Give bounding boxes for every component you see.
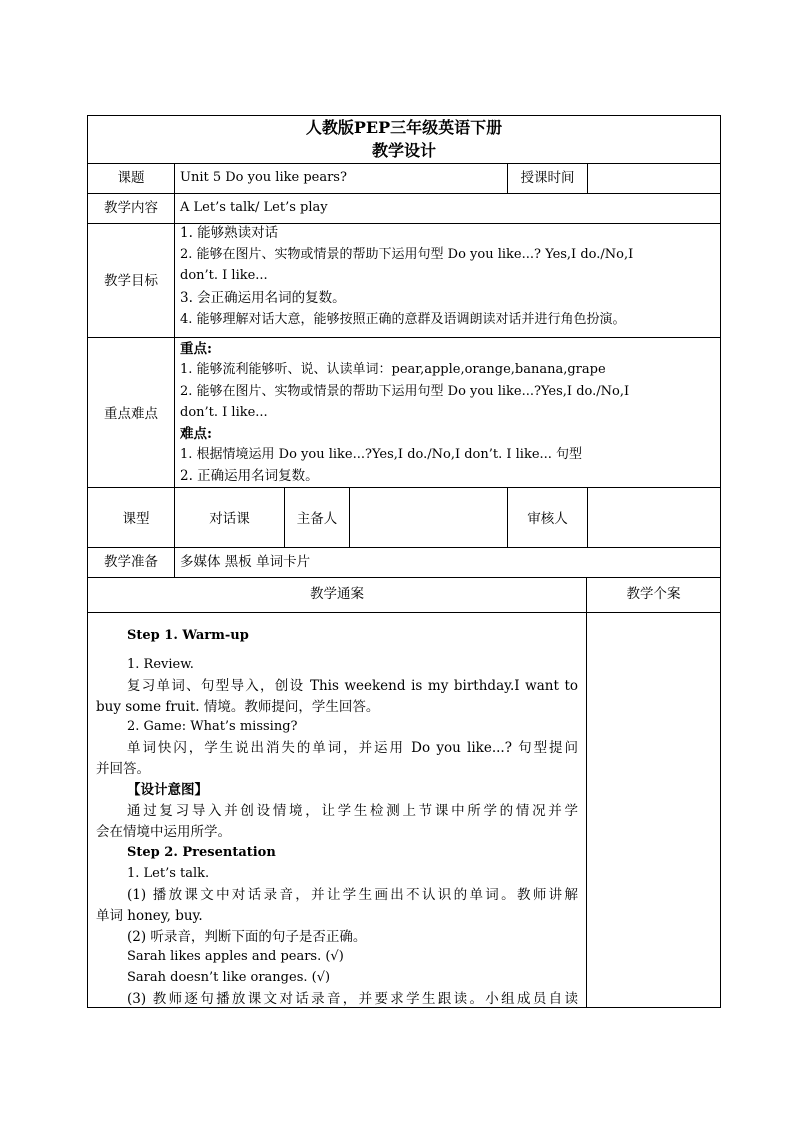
plan-line: 2. Game: What’s missing? — [127, 719, 298, 734]
row-divider — [87, 337, 721, 338]
individual-plan-header: 教学个案 — [626, 586, 681, 602]
plan-line: (1) 播放课文中对话录音，并让学生画出不认识的单词。教师讲解 — [127, 887, 578, 903]
lesson-type-label: 课型 — [122, 511, 150, 527]
focus-line: 2. 能够在图片、实物或情景的帮助下运用句型 Do you like...?Yes,I do./No,I — [180, 384, 630, 399]
topic-value: Unit 5 Do you like pears? — [180, 170, 347, 185]
content-value: A Let’s talk/ Let’s play — [180, 200, 328, 215]
plan-line: 单词 honey, buy. — [96, 908, 203, 924]
common-plan-header: 教学通案 — [310, 586, 364, 602]
plan-line: Step 1. Warm-up — [127, 628, 249, 643]
row-divider — [87, 193, 721, 194]
plan-line: 1. Review. — [127, 657, 194, 672]
preparation-label: 教学准备 — [104, 554, 158, 570]
plan-line: buy some fruit. 情境。教师提问，学生回答。 — [96, 699, 380, 715]
plan-line: 1. Let’s talk. — [127, 866, 210, 881]
column-divider — [587, 163, 588, 193]
row-divider — [87, 577, 721, 578]
table-border-top — [87, 115, 721, 116]
plan-line: (3) 教师逐句播放课文对话录音，并要求学生跟读。小组成员自读 — [127, 991, 578, 1007]
objective-line: 3. 会正确运用名词的复数。 — [180, 290, 346, 306]
plan-line: 复习单词、句型导入，创设 This weekend is my birthday.I want to — [127, 678, 578, 694]
plan-line: 【设计意图】 — [127, 782, 208, 798]
row-divider — [87, 547, 721, 548]
individual-plan-body — [587, 613, 720, 1007]
focus-line: don’t. I like... — [180, 405, 268, 420]
focus-heading: 重点: — [180, 341, 212, 357]
column-divider — [349, 487, 350, 547]
plan-line: Sarah doesn’t like oranges. (√) — [127, 970, 331, 985]
objective-line: 4. 能够理解对话大意，能够按照正确的意群及语调朗读对话并进行角色扮演。 — [180, 312, 626, 327]
document-subtitle: 教学设计 — [371, 141, 436, 160]
preparation-value: 多媒体 黑板 单词卡片 — [180, 554, 311, 570]
plan-line: 通过复习导入并创设情境，让学生检测上节课中所学的情况并学 — [127, 803, 578, 819]
document-title: 人教版PEP三年级英语下册 — [305, 118, 503, 137]
difficulty-line: 1. 根据情境运用 Do you like...?Yes,I do./No,I don’t. I like... 句型 — [180, 447, 583, 462]
topic-label: 课题 — [117, 170, 145, 186]
plan-line: 并回答。 — [96, 761, 150, 777]
objectives-label: 教学目标 — [104, 273, 158, 289]
lesson-type-value: 对话课 — [209, 511, 250, 527]
objective-line: 2. 能够在图片、实物或情景的帮助下运用句型 Do you like...? Yes,I do./No,I — [180, 247, 634, 262]
objective-line: 1. 能够熟读对话 — [180, 225, 279, 241]
plan-line: Sarah likes apples and pears. (√) — [127, 949, 344, 964]
preparer-label: 主备人 — [296, 511, 338, 527]
class-time-label: 授课时间 — [520, 170, 575, 186]
row-divider — [87, 487, 721, 488]
plan-line: Step 2. Presentation — [127, 845, 276, 860]
reviewer-label: 审核人 — [527, 511, 568, 527]
objective-line: don’t. I like... — [180, 268, 268, 283]
difficulty-line: 2. 正确运用名词复数。 — [180, 468, 319, 484]
column-divider — [587, 487, 588, 547]
plan-line: 单词快闪，学生说出消失的单词，并运用 Do you like...? 句型提问 — [127, 740, 578, 756]
focus-line: 1. 能够流利能够听、说、认读单词：pear,apple,orange,banana,grape — [180, 362, 606, 377]
difficulty-heading: 难点: — [180, 426, 212, 442]
content-label: 教学内容 — [104, 200, 158, 216]
row-divider — [87, 163, 721, 164]
table-border-right — [720, 115, 721, 1008]
plan-line: (2) 听录音，判断下面的句子是否正确。 — [127, 929, 367, 945]
plan-line: 会在情境中运用所学。 — [96, 824, 231, 840]
key-points-label: 重点难点 — [104, 406, 158, 422]
